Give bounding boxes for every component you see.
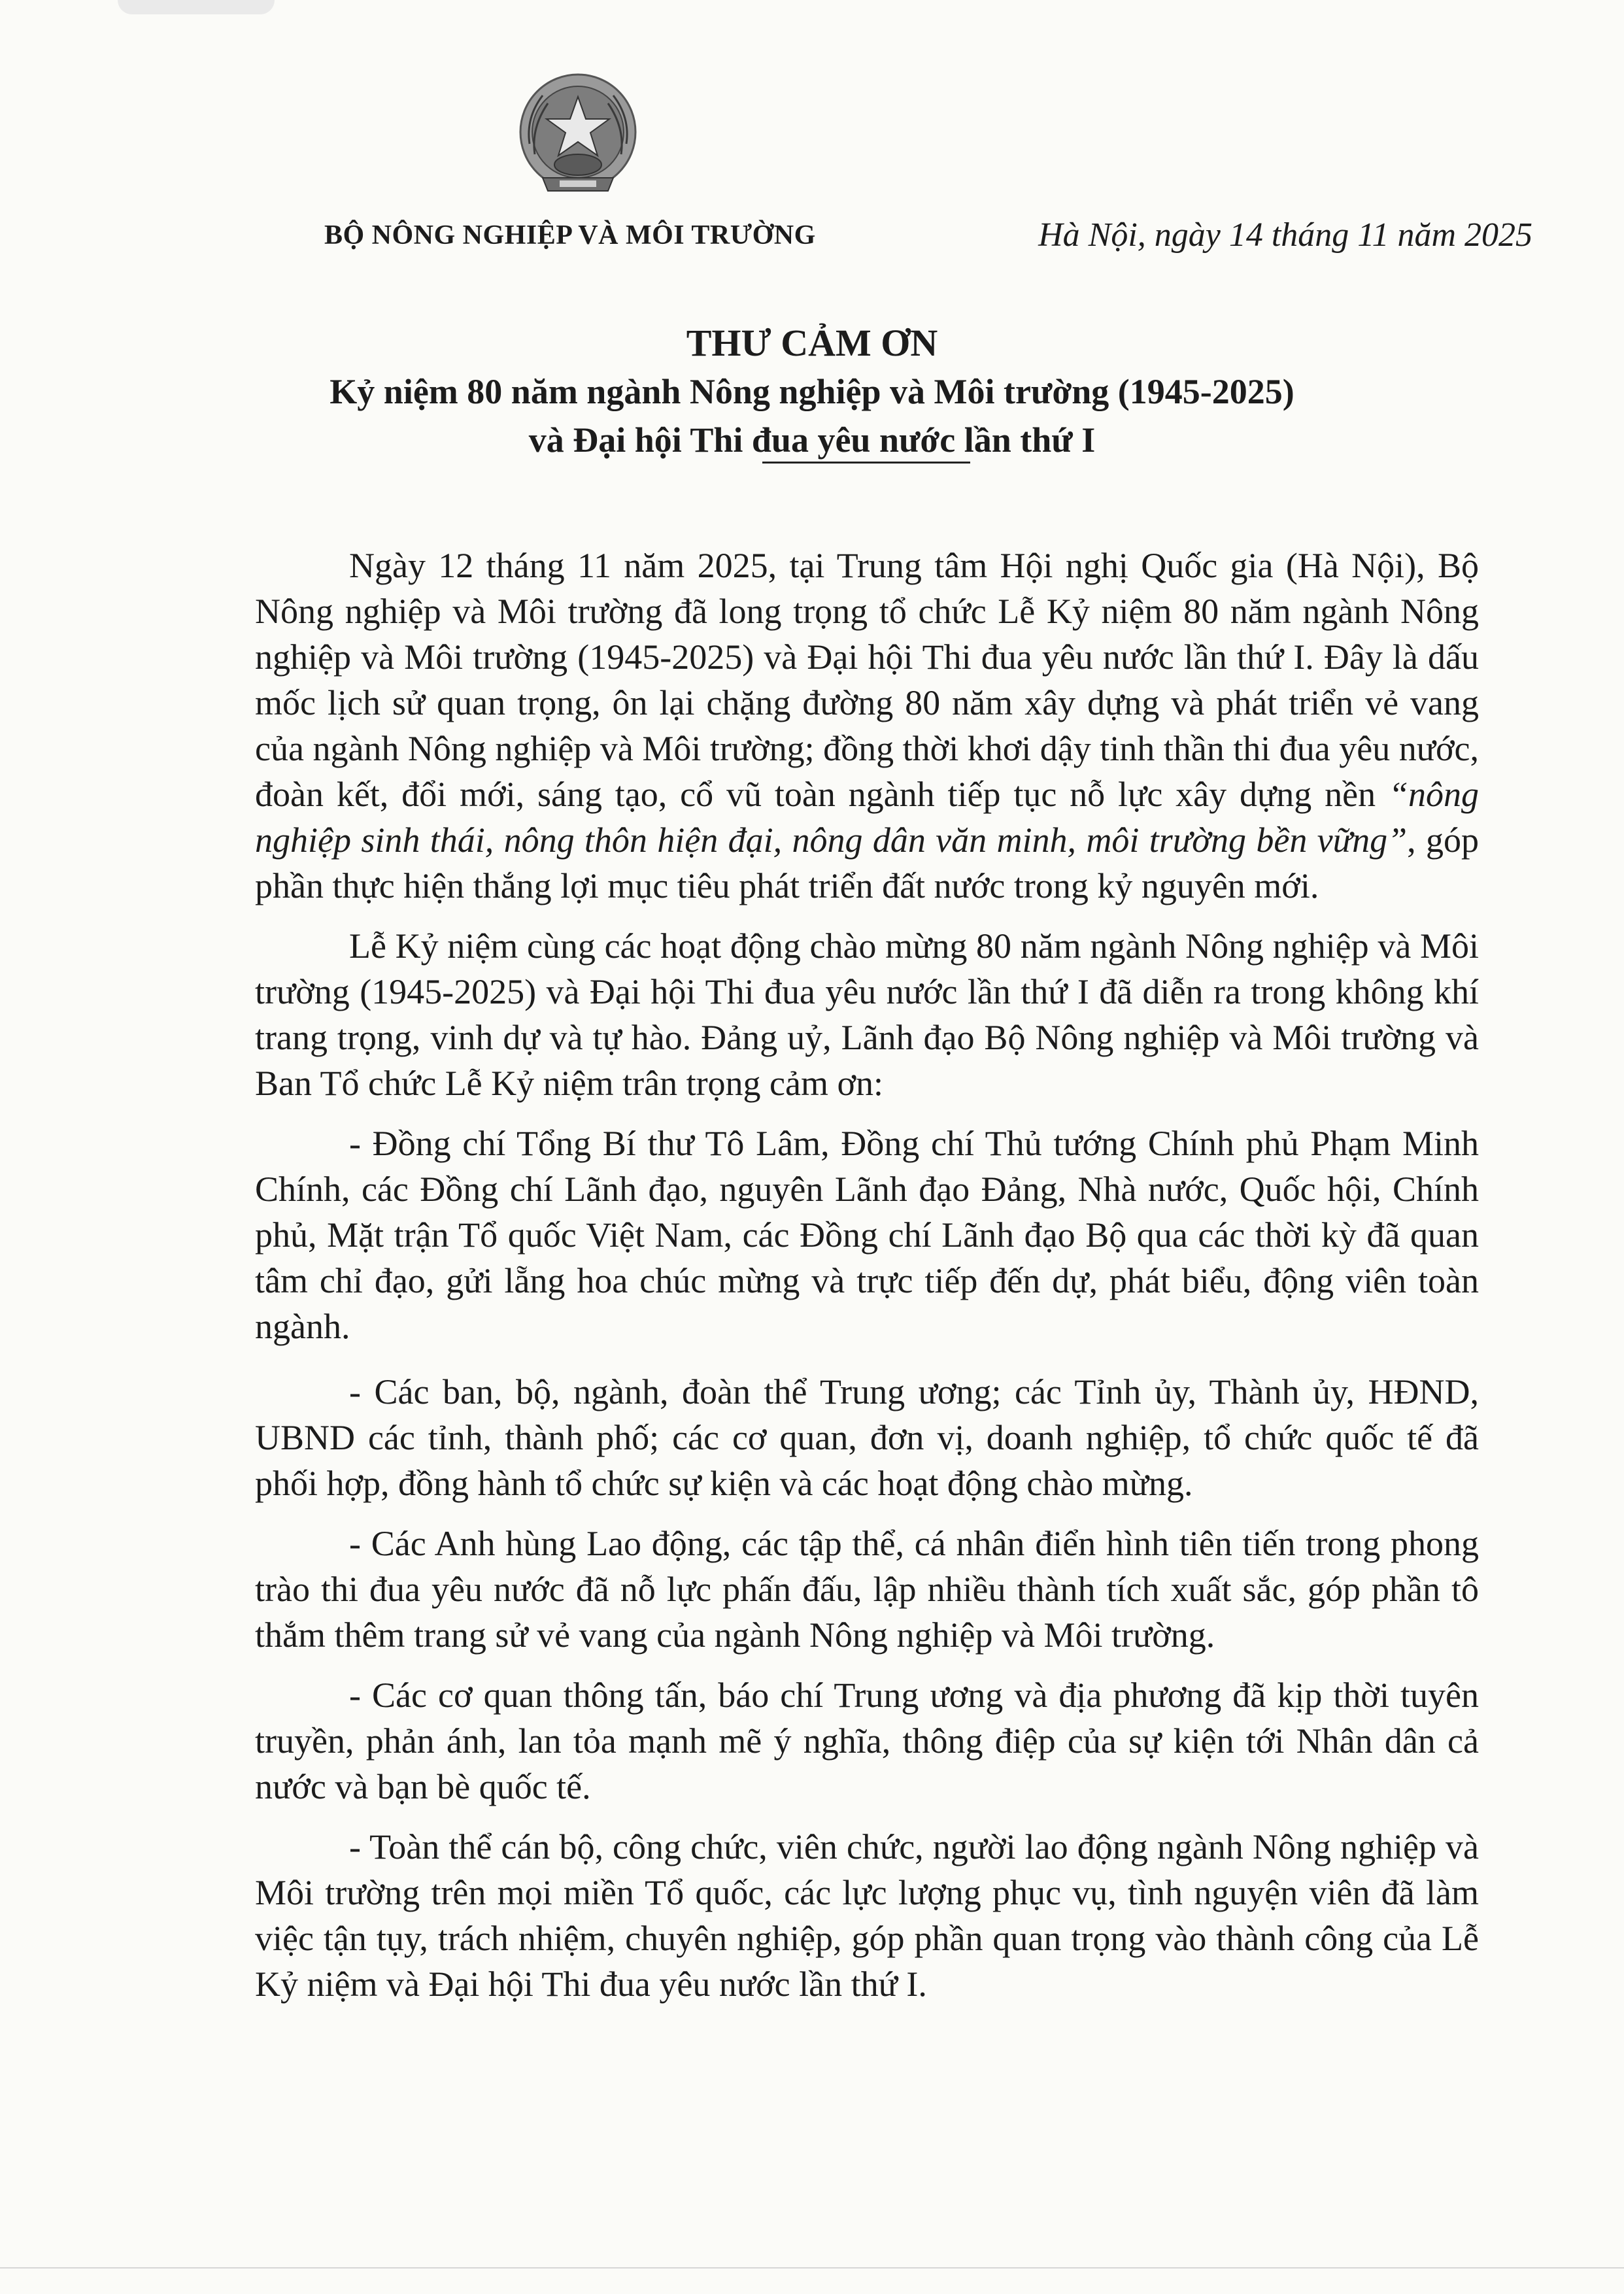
letter-body [255,543,1479,2021]
title-line-2: Kỷ niệm 80 năm ngành Nông nghiệp và Môi trường (1945-2025) [330,372,1294,411]
quoted-slogan: “nông nghiệp sinh thái, nông thôn hiện đại, nông dân văn minh, môi trường bền vững” [255,775,1479,860]
document-header [0,216,1624,268]
title-line-3: và Đại hội Thi đua yêu nước lần thứ I [528,420,1096,460]
ministry-name: BỘ NÔNG NGHIỆP VÀ MÔI TRƯỜNG [324,220,816,250]
thanks-item-5: - Toàn thể cán bộ, công chức, viên chức, người lao động ngành Nông nghiệp và Môi trường trên mọi miền Tổ quốc, các lực lượng phục vụ, tình nguyện viên đã làm việc tận tụy, trách nhiệm, chuyên nghiệp, góp phần quan trọng vào thành công của Lễ Kỷ niệm và Đại hội Thi đua yêu nước lần thứ I. [255,1827,1479,2004]
paragraph-1 [255,543,1479,909]
place-date: Hà Nội, ngày 14 tháng 11 năm 2025 [1038,216,1532,254]
national-emblem-icon [511,72,645,200]
thanks-item-4: - Các cơ quan thông tấn, báo chí Trung ương và địa phương đã kịp thời tuyên truyền, phản ánh, lan tỏa mạnh mẽ ý nghĩa, thông điệp của sự kiện tới Nhân dân cả nước và bạn bè quốc tế. [255,1676,1479,1806]
title-underline [762,462,970,464]
scan-artifact [118,0,275,14]
title-line-1: THƯ CẢM ƠN [686,322,938,364]
letter-title [0,319,1624,464]
paragraph-1-text: Ngày 12 tháng 11 năm 2025, tại Trung tâm Hội nghị Quốc gia (Hà Nội), Bộ Nông nghiệp và Môi trường đã long trọng tổ chức Lễ Kỷ niệm 80 năm ngành Nông nghiệp và Môi trường (1945-2025) và Đại hội Thi đua yêu nước lần thứ I. Đây là dấu mốc lịch sử quan trọng, ôn lại chặng đường 80 năm xây dựng và phát triển vẻ vang của ngành Nông nghiệp và Môi trường; đồng thời khơi dậy tinh thần thi đua yêu nước, đoàn kết, đổi mới, sáng tạo, cổ vũ toàn ngành tiếp tục nỗ lực xây dựng nền [255,546,1479,814]
thanks-item-3: - Các Anh hùng Lao động, các tập thể, cá nhân điển hình tiên tiến trong phong trào thi đua yêu nước đã nỗ lực phấn đấu, lập nhiều thành tích xuất sắc, góp phần tô thắm thêm trang sử vẻ vang của ngành Nông nghiệp và Môi trường. [255,1524,1479,1655]
thanks-item-1: - Đồng chí Tổng Bí thư Tô Lâm, Đồng chí Thủ tướng Chính phủ Phạm Minh Chính, các Đồng chí Lãnh đạo, nguyên Lãnh đạo Đảng, Nhà nước, Quốc hội, Chính phủ, Mặt trận Tổ quốc Việt Nam, các Đồng chí Lãnh đạo Bộ qua các thời kỳ đã quan tâm chỉ đạo, gửi lẵng hoa chúc mừng và trực tiếp đến dự, phát biểu, động viên toàn ngành. [255,1124,1479,1346]
paragraph-2: Lễ Kỷ niệm cùng các hoạt động chào mừng 80 năm ngành Nông nghiệp và Môi trường (1945-2025) và Đại hội Thi đua yêu nước lần thứ I đã diễn ra trong không khí trang trọng, vinh dự và tự hào. Đảng uỷ, Lãnh đạo Bộ Nông nghiệp và Môi trường và Ban Tổ chức Lễ Kỷ niệm trân trọng cảm ơn: [255,926,1479,1103]
page-bottom-edge [0,2267,1624,2269]
paragraph-1-end: , góp phần thực hiện thắng lợi mục tiêu phát triển đất nước trong kỷ nguyên mới. [255,820,1479,905]
thanks-item-2: - Các ban, bộ, ngành, đoàn thể Trung ương; các Tỉnh ủy, Thành ủy, HĐND, UBND các tỉnh, thành phố; các cơ quan, đơn vị, doanh nghiệp, tổ chức quốc tế đã phối hợp, đồng hành tổ chức sự kiện và các hoạt động chào mừng. [255,1372,1479,1503]
